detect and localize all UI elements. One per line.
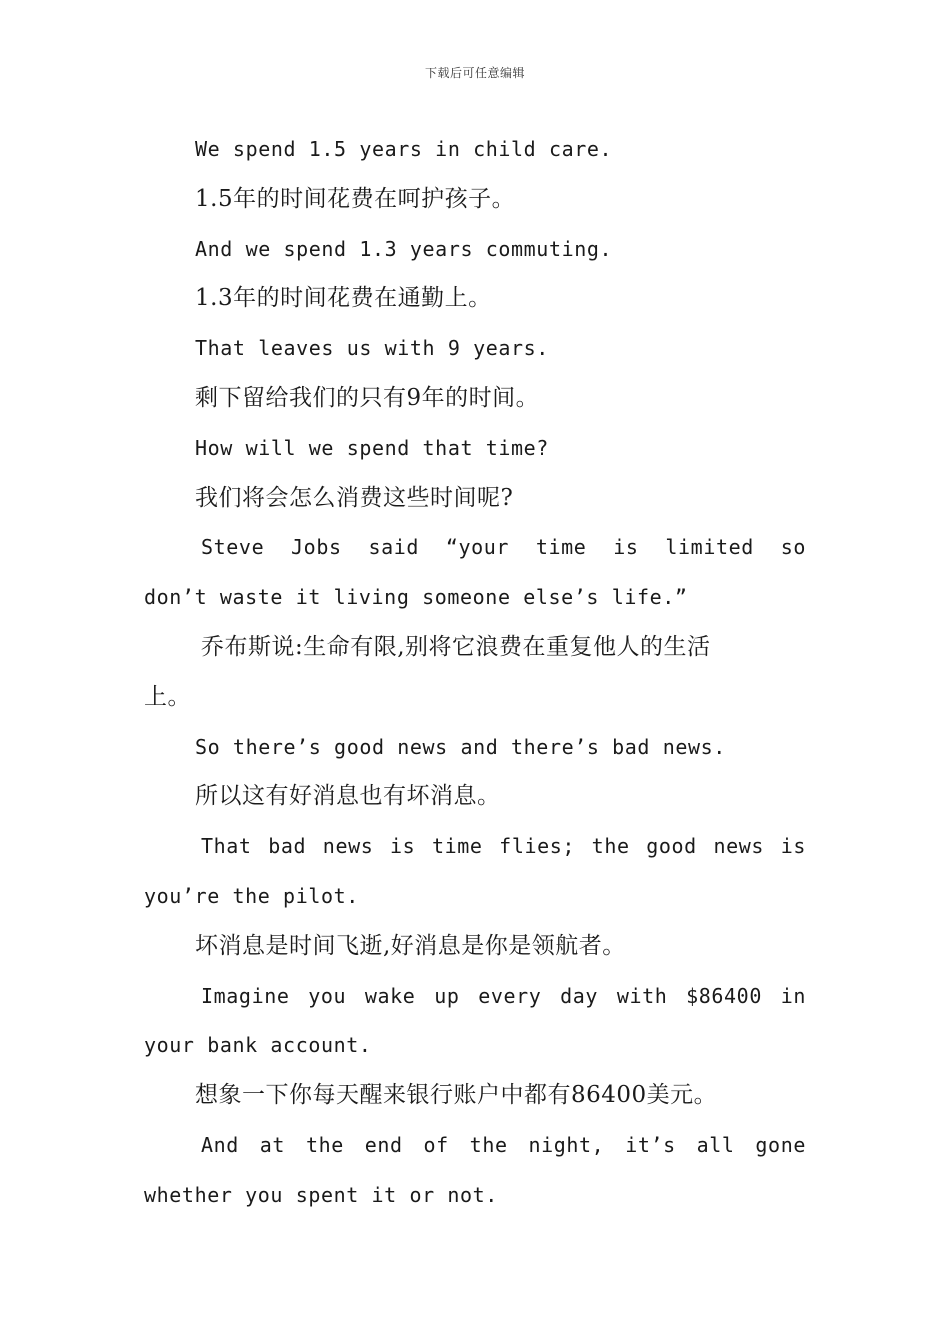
text-line: How will we spend that time?	[195, 435, 549, 460]
text-line: 剩下留给我们的只有9年的时间。	[195, 384, 540, 411]
text-line: 上。	[144, 683, 191, 710]
page-header: 下载后可任意编辑	[424, 66, 525, 80]
document-body	[144, 125, 806, 1221]
text-line: 我们将会怎么消费这些时间呢?	[195, 484, 514, 511]
text-line: And at the end of the night, it’s all gone	[201, 1132, 806, 1157]
text-line: And we spend 1.3 years commuting.	[195, 236, 613, 261]
text-line: So there’s good news and there’s bad news.	[195, 734, 726, 759]
text-line: We spend 1.5 years in child care.	[195, 137, 613, 161]
text-line: whether you spent it or not.	[144, 1182, 498, 1207]
text-line: you’re the pilot.	[144, 883, 359, 908]
text-line: 所以这有好消息也有坏消息。	[195, 783, 501, 810]
text-line: Imagine you wake up every day with $86400 in	[201, 983, 806, 1008]
text-line: 乔布斯说:生命有限,别将它浪费在重复他人的生活	[201, 633, 711, 660]
text-line: your bank account.	[144, 1033, 372, 1058]
text-line: 1.3年的时间花费在通勤上。	[195, 285, 492, 312]
text-line: 坏消息是时间飞逝,好消息是你是领航者。	[195, 932, 626, 959]
text-line: That leaves us with 9 years.	[195, 336, 549, 361]
text-line: 1.5年的时间花费在呵护孩子。	[195, 185, 516, 212]
text-line: That bad news is time flies; the good news is	[201, 834, 806, 859]
text-line: 想象一下你每天醒来银行账户中都有86400美元。	[195, 1082, 718, 1109]
text-line: don’t waste it living someone else’s life.”	[144, 585, 688, 610]
text-line: Steve Jobs said “your time is limited so	[201, 535, 806, 560]
